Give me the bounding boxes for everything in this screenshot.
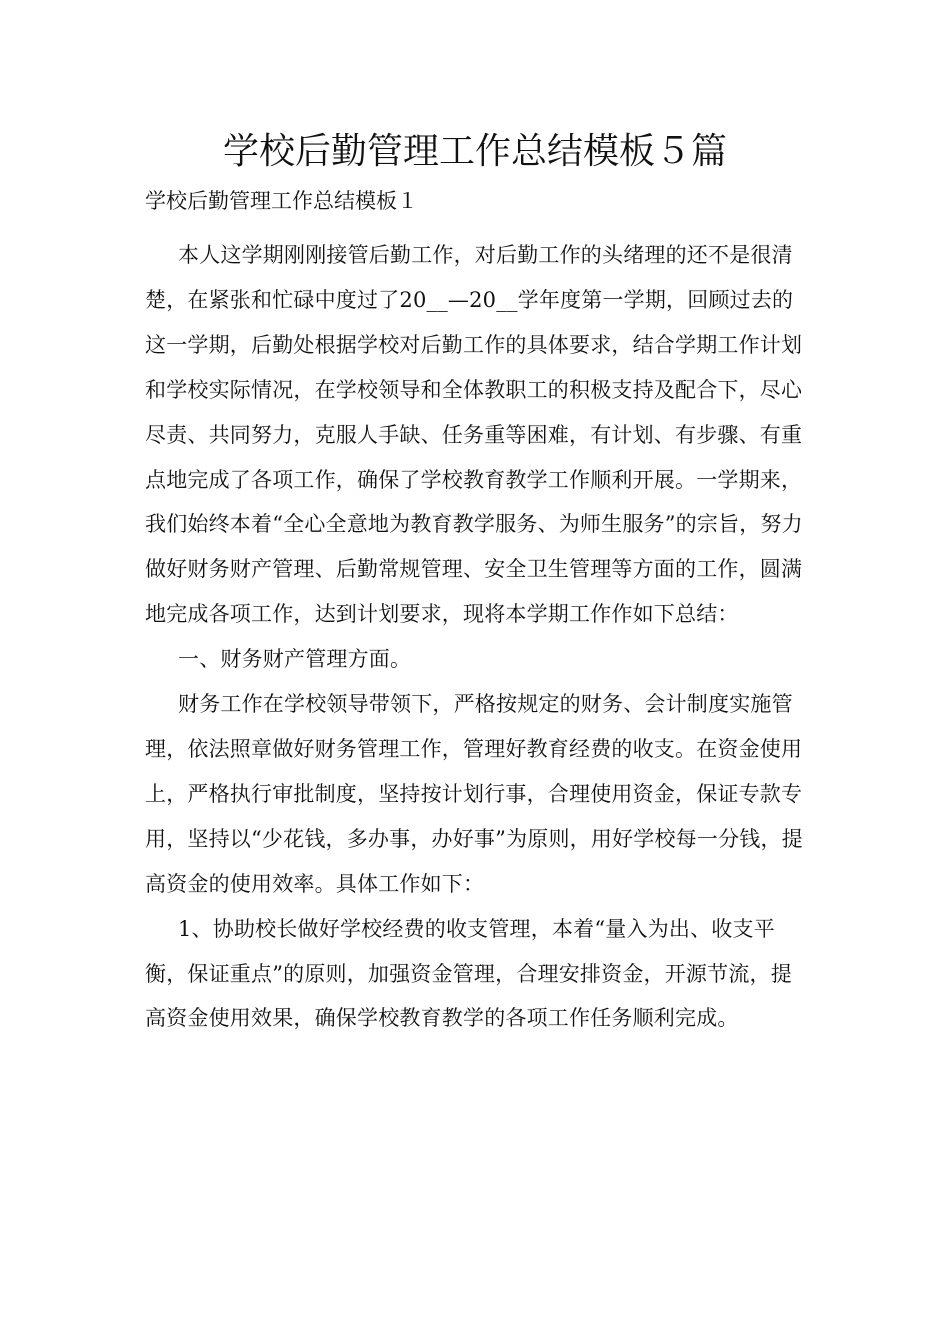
paragraph-item-1: 1、协助校长做好学校经费的收支管理，本着“量入为出、收支平衡，保证重点”的原则，加强资金管理，合理安排资金，开源节流，提高资金使用效果，确保学校教育教学的各项工作任务顺利完成。 bbox=[145, 916, 792, 1031]
document-body bbox=[145, 233, 809, 1041]
paragraph-section-heading: 一、财务财产管理方面。 bbox=[178, 647, 412, 672]
document-title: 学校后勤管理工作总结模板５篇 bbox=[222, 131, 727, 172]
document-subtitle: 学校后勤管理工作总结模板１ bbox=[145, 189, 418, 213]
paragraph-intro: 本人这学期刚刚接管后勤工作，对后勤工作的头绪理的还不是很清楚，在紧张和忙碌中度过了20__—20__学年度第一学期，回顾过去的这一学期，后勤处根据学校对后勤工作的具体要求，结合学期工作计划和学校实际情况，在学校领导和全体教职工的积极支持及配合下，尽心尽责、共同努力，克服人手缺、任务重等困难，有计划、有步骤、有重点地完成了各项工作，确保了学校教育教学工作顺利开展。一学期来，我们始终本着“全心全意地为教育教学服务、为师生服务”的宗旨，努力做好财务财产管理、后勤常规管理、安全卫生管理等方面的工作，圆满地完成各项工作，达到计划要求，现将本学期工作作如下总结： bbox=[145, 243, 803, 627]
paragraph-finance: 财务工作在学校领导带领下，严格按规定的财务、会计制度实施管理，依法照章做好财务管理工作，管理好教育经费的收支。在资金使用上，严格执行审批制度，坚持按计划行事，合理使用资金，保证专款专用，坚持以“少花钱，多办事，办好事”为原则，用好学校每一分钱，提高资金的使用效率。具体工作如下： bbox=[145, 692, 803, 896]
